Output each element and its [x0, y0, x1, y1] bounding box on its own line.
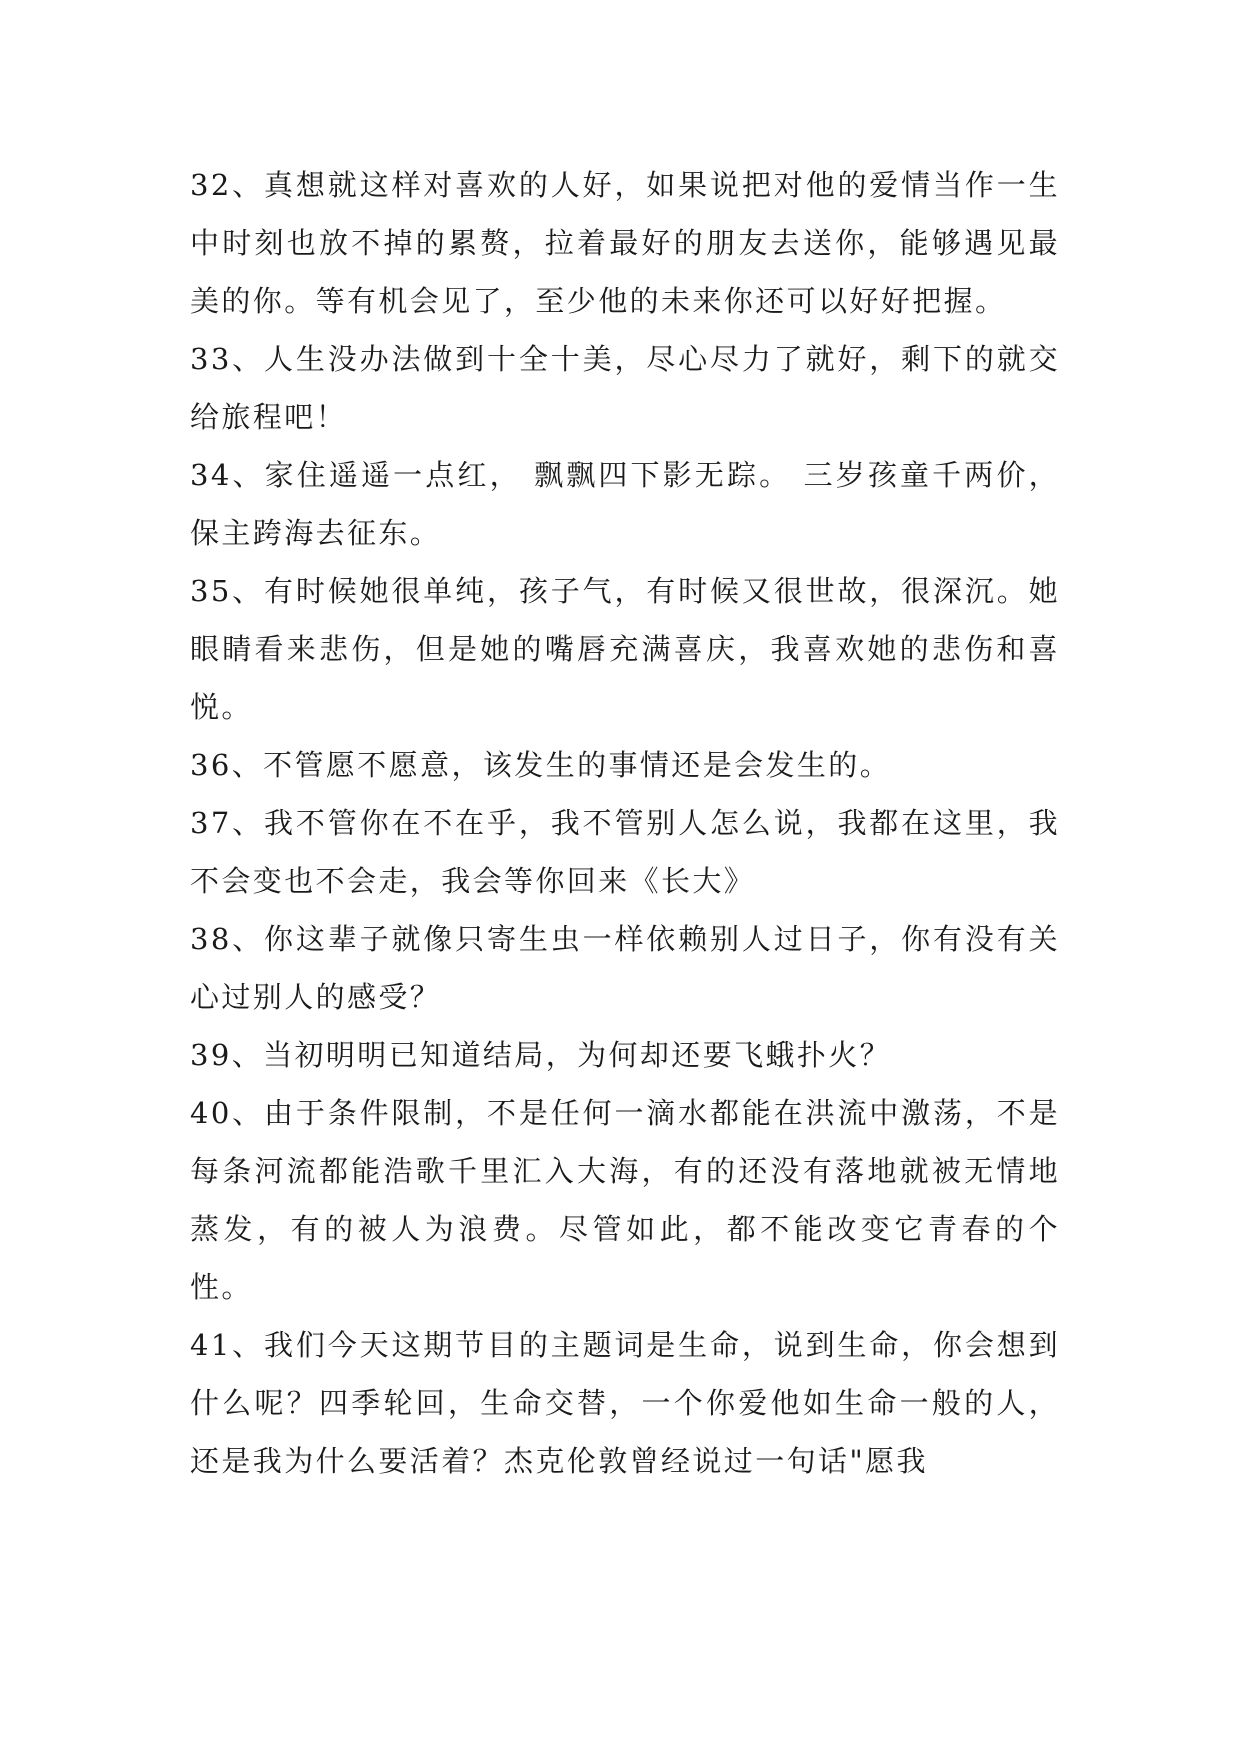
- paragraph-37: 37、我不管你在不在乎，我不管别人怎么说，我都在这里，我不会变也不会走，我会等你回来《长大》: [190, 806, 1060, 898]
- document-body: [190, 156, 1060, 1490]
- paragraph-38: 38、你这辈子就像只寄生虫一样依赖别人过日子，你有没有关心过别人的感受？: [190, 922, 1060, 1014]
- paragraph-32: 32、真想就这样对喜欢的人好，如果说把对他的爱情当作一生中时刻也放不掉的累赘，拉着最好的朋友去送你，能够遇见最美的你。等有机会见了，至少他的未来你还可以好好把握。: [190, 168, 1060, 318]
- paragraph-34: 34、家住遥遥一点红， 飘飘四下影无踪。 三岁孩童千两价，保主跨海去征东。: [190, 458, 1060, 550]
- paragraph-33: 33、人生没办法做到十全十美，尽心尽力了就好，剩下的就交给旅程吧！: [190, 342, 1060, 434]
- paragraph-36: 36、不管愿不愿意，该发生的事情还是会发生的。: [190, 748, 892, 782]
- paragraph-35: 35、有时候她很单纯，孩子气，有时候又很世故，很深沉。她眼睛看来悲伤，但是她的嘴唇充满喜庆，我喜欢她的悲伤和喜悦。: [190, 574, 1060, 724]
- paragraph-41: 41、我们今天这期节目的主题词是生命，说到生命，你会想到什么呢？四季轮回，生命交替，一个你爱他如生命一般的人，还是我为什么要活着？杰克伦敦曾经说过一句话"愿我: [190, 1328, 1060, 1478]
- paragraph-39: 39、当初明明已知道结局，为何却还要飞蛾扑火？: [190, 1038, 892, 1072]
- paragraph-40: 40、由于条件限制，不是任何一滴水都能在洪流中激荡，不是每条河流都能浩歌千里汇入大海，有的还没有落地就被无情地蒸发，有的被人为浪费。尽管如此，都不能改变它青春的个性。: [190, 1096, 1060, 1304]
